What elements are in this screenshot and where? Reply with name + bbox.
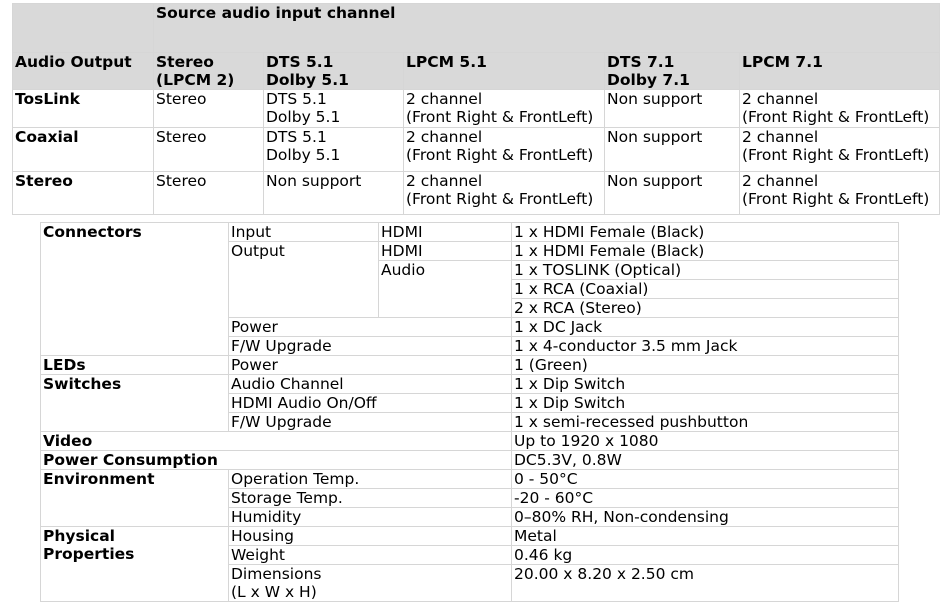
spec-subitem: Input	[229, 223, 379, 242]
spec-value: Metal	[512, 527, 899, 546]
spec-subitem: Weight	[229, 546, 512, 565]
spec-value: 2 x RCA (Stereo)	[512, 299, 899, 318]
spec-category-switches: Switches	[41, 375, 229, 432]
corner-cell	[13, 4, 154, 53]
table-cell: Non support	[605, 128, 740, 172]
table-cell: 2 channel (Front Right & FrontLeft)	[740, 90, 940, 128]
spec-subitem: F/W Upgrade	[229, 413, 512, 432]
row-header: Stereo	[13, 172, 154, 215]
spec-row	[41, 451, 899, 470]
table-row	[13, 128, 940, 172]
spec-subitem: HDMI Audio On/Off	[229, 394, 512, 413]
spec-row	[41, 432, 899, 451]
table-row	[13, 90, 940, 128]
spec-type: Audio	[379, 261, 512, 318]
spec-row	[41, 223, 899, 242]
table-cell: Stereo	[154, 172, 264, 215]
spec-value: 1 x 4-conductor 3.5 mm Jack	[512, 337, 899, 356]
spec-type: HDMI	[379, 223, 512, 242]
spec-row	[41, 356, 899, 375]
spec-value: -20 - 60°C	[512, 489, 899, 508]
table-row	[13, 172, 940, 215]
column-header: DTS 5.1 Dolby 5.1	[264, 53, 404, 90]
spec-subitem: F/W Upgrade	[229, 337, 512, 356]
spec-subitem: Storage Temp.	[229, 489, 512, 508]
spec-value: DC5.3V, 0.8W	[512, 451, 899, 470]
spec-value: 0.46 kg	[512, 546, 899, 565]
spec-value: 1 x Dip Switch	[512, 394, 899, 413]
spec-value: 1 (Green)	[512, 356, 899, 375]
spec-subitem: Power	[229, 356, 512, 375]
spec-subitem: Audio Channel	[229, 375, 512, 394]
table-cell: 2 channel (Front Right & FrontLeft)	[404, 172, 605, 215]
table-cell: 2 channel (Front Right & FrontLeft)	[740, 128, 940, 172]
spec-row	[41, 527, 899, 546]
spec-value: 1 x DC Jack	[512, 318, 899, 337]
table-cell: Non support	[605, 172, 740, 215]
spec-subitem: Operation Temp.	[229, 470, 512, 489]
column-header: Stereo (LPCM 2)	[154, 53, 264, 90]
table-cell: DTS 5.1 Dolby 5.1	[264, 90, 404, 128]
spec-row	[41, 375, 899, 394]
spec-value: 1 x semi-recessed pushbutton	[512, 413, 899, 432]
spec-subitem: Power	[229, 318, 512, 337]
spec-value: 1 x RCA (Coaxial)	[512, 280, 899, 299]
spec-subitem: Dimensions (L x W x H)	[229, 565, 512, 602]
spec-category-environment: Environment	[41, 470, 229, 527]
spec-value: 1 x TOSLINK (Optical)	[512, 261, 899, 280]
spec-value: 0–80% RH, Non-condensing	[512, 508, 899, 527]
table-cell: 2 channel (Front Right & FrontLeft)	[404, 90, 605, 128]
row-header: Coaxial	[13, 128, 154, 172]
table-cell: Stereo	[154, 128, 264, 172]
spec-category-physical-properties: Physical Properties	[41, 527, 229, 602]
table-cell: Non support	[605, 90, 740, 128]
spec-value: Up to 1920 x 1080	[512, 432, 899, 451]
spec-category-video: Video	[41, 432, 512, 451]
spec-value: 1 x HDMI Female (Black)	[512, 242, 899, 261]
spec-subitem: Output	[229, 242, 379, 318]
spec-type: HDMI	[379, 242, 512, 261]
column-header: LPCM 7.1	[740, 53, 940, 90]
spec-category-connectors: Connectors	[41, 223, 229, 356]
spec-category-leds: LEDs	[41, 356, 229, 375]
spec-subitem: Humidity	[229, 508, 512, 527]
spec-category-power-consumption: Power Consumption	[41, 451, 512, 470]
table-cell: 2 channel (Front Right & FrontLeft)	[404, 128, 605, 172]
table-cell: Stereo	[154, 90, 264, 128]
row-header: TosLink	[13, 90, 154, 128]
spec-value: 20.00 x 8.20 x 2.50 cm	[512, 565, 899, 602]
audio-channel-table	[12, 3, 940, 215]
source-header: Source audio input channel	[154, 4, 940, 53]
output-header: Audio Output	[13, 53, 154, 90]
spec-subitem: Housing	[229, 527, 512, 546]
table-cell: DTS 5.1 Dolby 5.1	[264, 128, 404, 172]
spec-value: 1 x Dip Switch	[512, 375, 899, 394]
column-header: DTS 7.1 Dolby 7.1	[605, 53, 740, 90]
column-header: LPCM 5.1	[404, 53, 605, 90]
specifications-table	[40, 222, 899, 602]
table-cell: 2 channel (Front Right & FrontLeft)	[740, 172, 940, 215]
spec-value: 0 - 50°C	[512, 470, 899, 489]
spec-row	[41, 470, 899, 489]
table-cell: Non support	[264, 172, 404, 215]
spec-value: 1 x HDMI Female (Black)	[512, 223, 899, 242]
